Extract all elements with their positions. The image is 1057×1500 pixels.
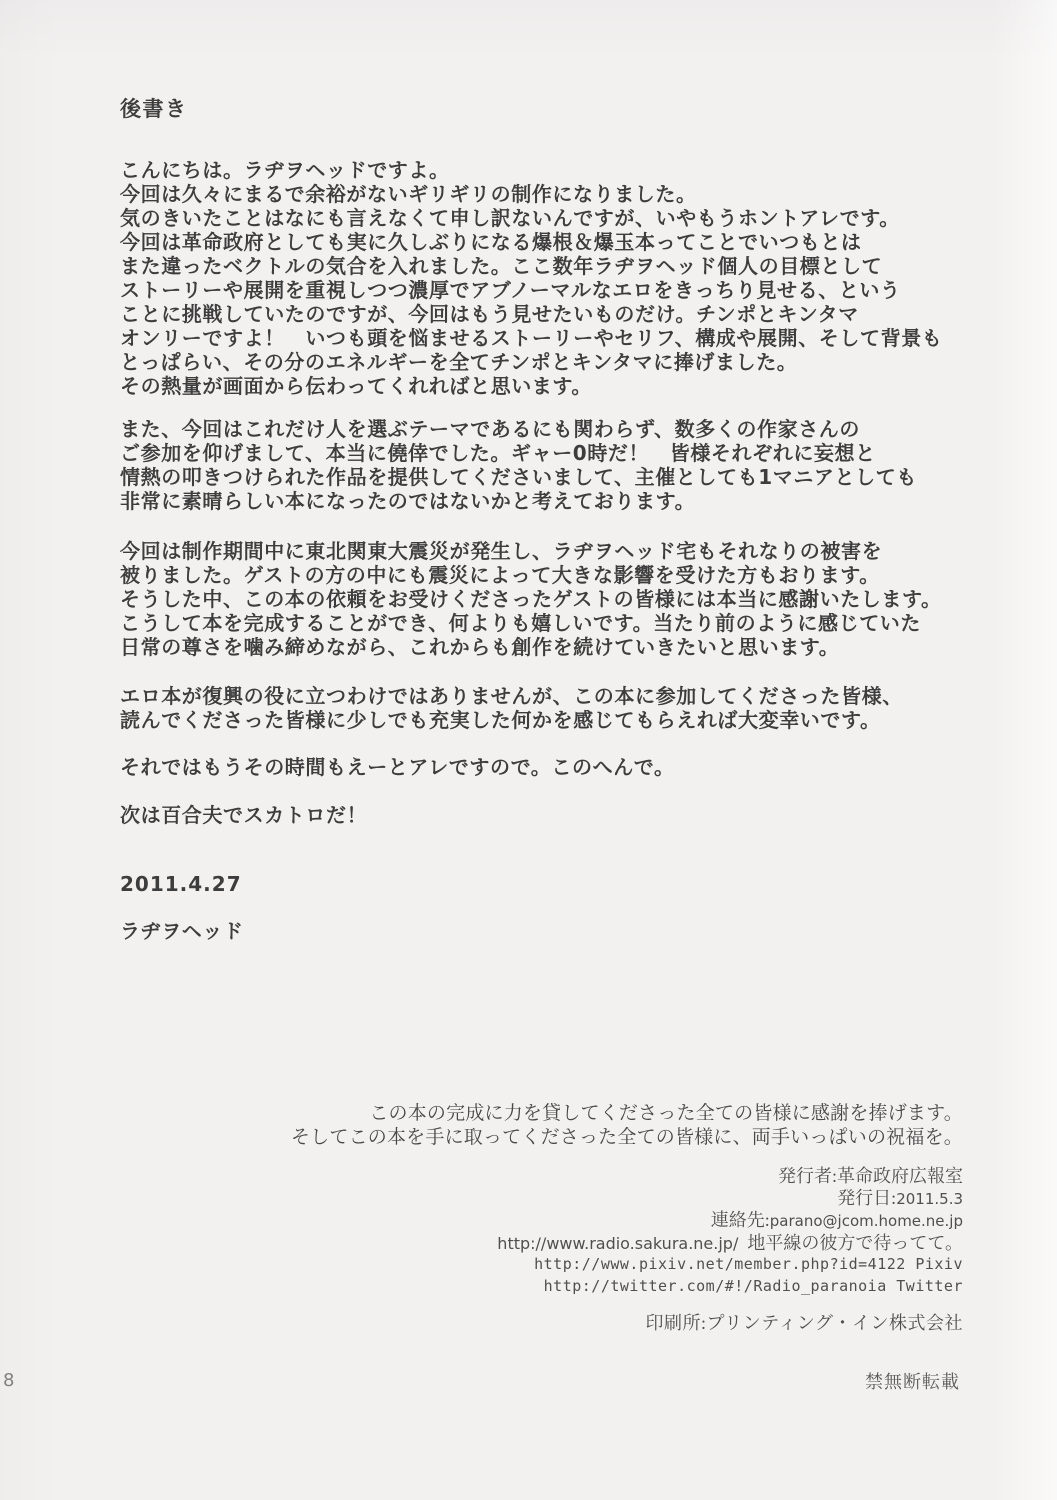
paragraph-3 — [120, 539, 960, 659]
printer: 印刷所:プリンティング・イン株式会社 — [645, 1313, 963, 1333]
text-line: こうして本を完成することができ、何よりも嬉しいです。当たり前のように感じていた — [120, 611, 921, 635]
contact-label: 連絡先: — [710, 1210, 770, 1230]
no-reprint-notice: 禁無断転載 — [865, 1372, 960, 1392]
text-line: また違ったベクトルの気合を入れました。ここ数年ラヂヲヘッド個人の目標として — [120, 254, 883, 278]
afterword-body — [120, 97, 960, 943]
paragraph-2 — [120, 417, 960, 513]
publication-info — [291, 1166, 963, 1335]
text-line: そしてこの本を手に取ってくださった全ての皆様に、両手いっぱいの祝福を。 — [290, 1127, 963, 1148]
text-line: 読んでくださった皆様に少しでも充実した何かを感じてもらえれば大変幸いです。 — [120, 708, 881, 732]
date: 2011.4.27 — [120, 872, 242, 896]
text-line: 今回は久々にまるで余裕がないギリギリの制作になりました。 — [120, 182, 697, 206]
text-line: 非常に素晴らしい本になったのではないかと考えております。 — [120, 489, 696, 513]
text-line: ご参加を仰げまして、本当に僥倖でした。ギャー0時だ！ 皆様それぞれに妄想と — [120, 441, 876, 465]
text-line: とっぱらい、その分のエネルギーを全てチンポとキンタマに捧げました。 — [120, 350, 798, 374]
text-line: 情熱の叩きつけられた作品を提供してくださいまして、主催としても1マニアとしても — [120, 465, 917, 489]
text-line: オンリーですよ！ いつも頭を悩ませるストーリーやセリフ、構成や展開、そして背景も — [120, 326, 943, 350]
text-line: 日常の尊さを噛み締めながら、これからも創作を続けていきたいと思います。 — [120, 635, 840, 659]
text-line: そうした中、この本の依頼をお受けくださったゲストの皆様には本当に感謝いたします。 — [120, 587, 942, 611]
colophon — [291, 1102, 963, 1335]
publish-date-label: 発行日: — [837, 1187, 897, 1208]
text-line: 被りました。ゲストの方の中にも震災によって大きな影響を受けた方もおります。 — [120, 563, 880, 587]
publisher: 発行者:革命政府広報室 — [778, 1166, 963, 1186]
page-title: 後書き — [120, 97, 188, 121]
text-line: ストーリーや展開を重視しつつ濃厚でアブノーマルなエロをきっちり見せる、という — [120, 278, 901, 302]
text-line: ことに挑戦していたのですが、今回はもう見せたいものだけ。チンポとキンタマ — [120, 302, 859, 326]
text-line: また、今回はこれだけ人を選ぶテーマであるにも関わらず、数多くの作家さんの — [120, 417, 860, 441]
website-tagline: 地平線の彼方で待ってて。 — [747, 1232, 963, 1253]
text-line: 今回は制作期間中に東北関東大震災が発生し、ラヂヲヘッド宅もそれなりの被害を — [120, 539, 883, 563]
signature: ラヂヲヘッド — [120, 919, 244, 943]
contact-email: parano@jcom.home.ne.jp — [769, 1212, 963, 1230]
thanks-message — [291, 1102, 963, 1150]
next-book-teaser: 次は百合夫でスカトロだ！ — [120, 803, 368, 827]
publish-date — [291, 1188, 963, 1211]
paragraph-4 — [120, 684, 960, 732]
text-line: エロ本が復興の役に立つわけではありませんが、この本に参加してくださった皆様、 — [120, 684, 903, 708]
publish-date-value: 2011.5.3 — [896, 1189, 963, 1208]
text-line: 今回は革命政府としても実に久しぶりになる爆根＆爆玉本ってことでいつもとは — [120, 230, 862, 254]
pixiv-link: http://www.pixiv.net/member.php?id=4122 Pixiv — [534, 1255, 963, 1273]
closing-line: それではもうその時間もえーとアレですので。このへんで。 — [120, 755, 675, 779]
text-line: 気のきいたことはなにも言えなくて申し訳ないんですが、いやもうホントアレです。 — [120, 206, 900, 230]
text-line: その熱量が画面から伝わってくれればと思います。 — [120, 374, 592, 398]
text-line: こんにちは。ラヂヲヘッドですよ。 — [120, 158, 450, 182]
website-url: http://www.radio.sakura.ne.jp/ — [497, 1233, 739, 1253]
contact — [291, 1210, 963, 1233]
twitter-link: http://twitter.com/#!/Radio_paranoia Twitter — [543, 1276, 963, 1295]
text-line: この本の完成に力を貸してくださった全ての皆様に感謝を捧げます。 — [369, 1103, 963, 1124]
website — [291, 1233, 963, 1255]
page-number: 8 — [3, 1370, 15, 1391]
paragraph-1 — [120, 158, 960, 398]
